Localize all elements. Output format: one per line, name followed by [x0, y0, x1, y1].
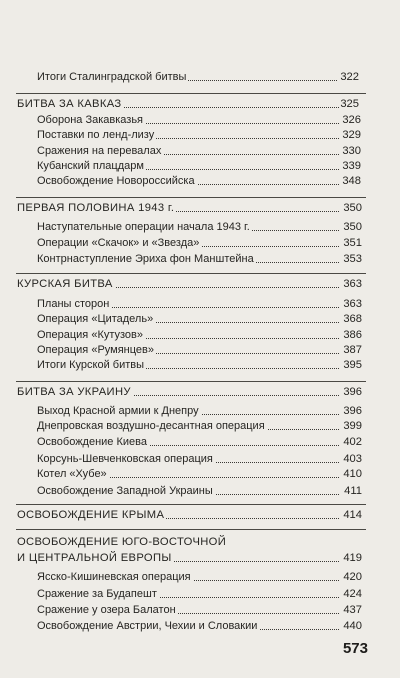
toc-entry-title: Операция «Кутузов»	[37, 329, 144, 341]
toc-section-title: ОСВОБОЖДЕНИЕ КРЫМА	[17, 509, 165, 521]
toc-entry	[0, 327, 400, 343]
toc-entry-page: 322	[340, 71, 359, 83]
toc-entry-page: 386	[343, 329, 362, 341]
toc-entry-page: 411	[344, 485, 362, 497]
toc-section-title: БИТВА ЗА КАВКАЗ	[17, 98, 122, 110]
toc-entry-page: 350	[343, 221, 362, 233]
toc-entry	[0, 311, 400, 327]
toc-entry-title: Корсунь-Шевченковская операция	[37, 453, 213, 465]
toc-section-crimea	[0, 507, 400, 523]
page-number: 573	[342, 640, 368, 657]
toc-entry-page: 396	[343, 405, 362, 417]
toc-entry-title: Кубанский плацдарм	[37, 160, 144, 172]
toc-entry-title: Наступательные операции начала 1943 г.	[37, 221, 250, 233]
toc-entry	[0, 235, 400, 251]
toc-entry-title: Сражение у озера Балатон	[37, 604, 176, 616]
toc-entry-page: 424	[343, 588, 362, 600]
toc-entry-page: 339	[342, 160, 361, 172]
toc-entry-page: 387	[343, 344, 362, 356]
toc-entry	[0, 127, 400, 143]
toc-entry	[0, 451, 400, 467]
toc-entry-title: Сражения на перевалах	[37, 145, 162, 157]
toc-entry-page: 368	[343, 313, 362, 325]
toc-entry-title: Освобождение Новороссийска	[37, 175, 195, 187]
toc-section-caucasus	[0, 96, 400, 112]
toc-entry	[0, 251, 400, 267]
toc-section-page: 325	[340, 98, 359, 110]
toc-entry-page: 403	[343, 453, 362, 465]
toc-entry	[0, 158, 400, 174]
toc-entry-page: 329	[342, 129, 361, 141]
toc-entry	[0, 602, 400, 618]
toc-section-europe	[0, 550, 400, 566]
toc-entry-title: Операции «Скачок» и «Звезда»	[37, 237, 200, 249]
toc-entry-stalingrad-results	[0, 69, 400, 85]
toc-entry-title: Освобождение Западной Украины	[37, 485, 213, 497]
toc-entry-title: Поставки по ленд-лизу	[37, 129, 155, 141]
toc-entry	[0, 219, 400, 235]
toc-section-title: БИТВА ЗА УКРАИНУ	[17, 386, 131, 398]
toc-entry-title: Выход Красной армии к Днепру	[37, 405, 199, 417]
toc-entry	[0, 403, 400, 419]
toc-entry	[0, 143, 400, 159]
toc-entry-title: Оборона Закавказья	[37, 114, 144, 126]
toc-entry-title: Освобождение Австрии, Чехии и Словакии	[37, 620, 258, 632]
toc-entry-page: 420	[343, 571, 362, 583]
toc-section-first-half-1943	[0, 200, 400, 216]
toc-entry	[0, 466, 400, 482]
section-divider	[16, 197, 366, 198]
toc-entry	[0, 357, 400, 373]
toc-entry-page: 330	[342, 145, 361, 157]
toc-section-title: ПЕРВАЯ ПОЛОВИНА 1943 г.	[17, 202, 175, 214]
toc-entry-page: 351	[343, 237, 362, 249]
toc-entry	[0, 296, 400, 312]
toc-entry-page: 353	[343, 253, 362, 265]
toc-entry-title: Итоги Сталинградской битвы	[37, 71, 187, 83]
toc-entry	[0, 618, 400, 634]
toc-entry-title: Котел «Хубе»	[37, 468, 107, 480]
toc-entry	[0, 586, 400, 602]
toc-entry-title: Планы сторон	[37, 298, 110, 310]
toc-entry	[0, 483, 400, 499]
toc-entry-page: 437	[343, 604, 362, 616]
section-divider	[16, 504, 366, 505]
toc-entry-title: Днепровская воздушно-десантная операция	[37, 420, 265, 432]
section-divider	[16, 529, 366, 530]
toc-section-page: 414	[343, 509, 362, 521]
toc-entry-page: 402	[343, 436, 362, 448]
toc-entry-page: 399	[343, 420, 362, 432]
toc-section-page: 350	[343, 202, 362, 214]
toc-section-page: 363	[343, 278, 362, 290]
toc-entry-title: Итоги Курской битвы	[37, 359, 145, 371]
toc-entry-title: Освобождение Киева	[37, 436, 147, 448]
toc-entry-page: 348	[342, 175, 361, 187]
section-divider	[16, 381, 366, 382]
toc-entry	[0, 173, 400, 189]
toc-entry-page: 410	[343, 468, 362, 480]
toc-entry-title: Ясско-Кишиневская операция	[37, 571, 191, 583]
section-divider	[16, 273, 366, 274]
toc-section-page: 419	[343, 552, 362, 564]
toc-entry-title: Операция «Цитадель»	[37, 313, 154, 325]
toc-entry-title: Сражение за Будапешт	[37, 588, 157, 600]
toc-section-title: И ЦЕНТРАЛЬНОЙ ЕВРОПЫ	[17, 552, 172, 564]
toc-entry	[0, 434, 400, 450]
toc-section-ukraine	[0, 384, 400, 400]
toc-section-kursk	[0, 276, 400, 292]
toc-entry-page: 440	[343, 620, 362, 632]
toc-entry	[0, 418, 400, 434]
toc-entry	[0, 342, 400, 358]
toc-section-title: КУРСКАЯ БИТВА	[17, 278, 113, 290]
section-divider	[16, 93, 366, 94]
toc-entry-title: Контрнаступление Эриха фон Манштейна	[37, 253, 254, 265]
toc-entry-page: 326	[342, 114, 361, 126]
toc-section-title-line1: ОСВОБОЖДЕНИЕ ЮГО-ВОСТОЧНОЙ	[17, 536, 227, 548]
toc-entry-page: 363	[343, 298, 362, 310]
toc-entry-page: 395	[343, 359, 362, 371]
toc-entry-title: Операция «Румянцев»	[37, 344, 155, 356]
toc-entry	[0, 569, 400, 585]
toc-section-page: 396	[343, 386, 362, 398]
toc-entry	[0, 112, 400, 128]
